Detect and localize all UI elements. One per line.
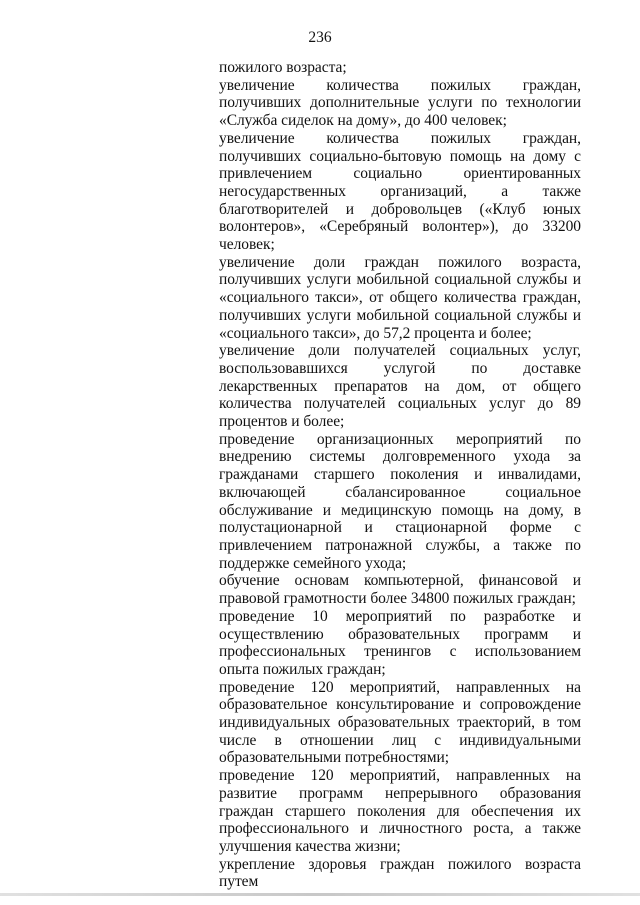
paragraph-home-assistance: увеличение количества пожилых граждан, получивших социально-бытовую помощь на дому с привлечением социально ориентированных негосударственных организаций, а также благотворителей и добровольцев («Клуб юных волонтеров», «Серебряный волонтер»), до 33200 человек; [219,129,581,254]
paragraph-literacy-training: обучение основам компьютерной, финансовой и правовой грамотности более 34800 пожилых граждан; [219,572,581,608]
scan-edge-artifact [0,893,640,896]
paragraph-medicine-delivery: увеличение доли получателей социальных услуг, воспользовавшихся услугой по доставке лекарственных препаратов на дом, от общего количества получателей социальных услуг до 89 процентов и более; [219,342,581,431]
paragraph-educational-programs: проведение 10 мероприятий по разработке и осуществлению образовательных программ и профессиональных тренингов с использованием опыта пожилых граждан; [219,607,581,678]
paragraph-continuation: пожилого возраста; [219,59,347,76]
paragraph-mobile-social-service: увеличение доли граждан пожилого возраста, получивших услуги мобильной социальной службы и «социального такси», от общего количества граждан, получивших услуги мобильной социальной службы и «социального такси», до 57,2 процента и более; [219,253,581,342]
page-number: 236 [308,29,332,46]
paragraph-caregiver-service: увеличение количества пожилых граждан, получивших дополнительные услуги по технологии «Служба сиделок на дому», до 400 человек; [219,76,581,130]
paragraph-long-term-care: проведение организационных мероприятий по внедрению системы долговременного ухода за гражданами старшего поколения и инвалидами, включающей сбалансированное социальное обслуживание и медицинскую помощь на дому, в полустационарной и стационарной форме с привлечением патронажной службы, а также по поддержке семейного ухода; [219,430,581,572]
document-body [219,59,581,891]
paragraph-health-strengthening: укрепление здоровья граждан пожилого возраста путем [219,855,581,891]
paragraph-educational-consulting: проведение 120 мероприятий, направленных на образовательное консультирование и сопровождение индивидуальных образовательных траекторий, в том числе в отношении лиц с индивидуальными образовательными потребностями; [219,678,581,767]
paragraph-continuous-education: проведение 120 мероприятий, направленных на развитие программ непрерывного образования граждан старшего поколения для обеспечения их профессионального и личностного роста, а также улучшения качества жизни; [219,767,581,855]
